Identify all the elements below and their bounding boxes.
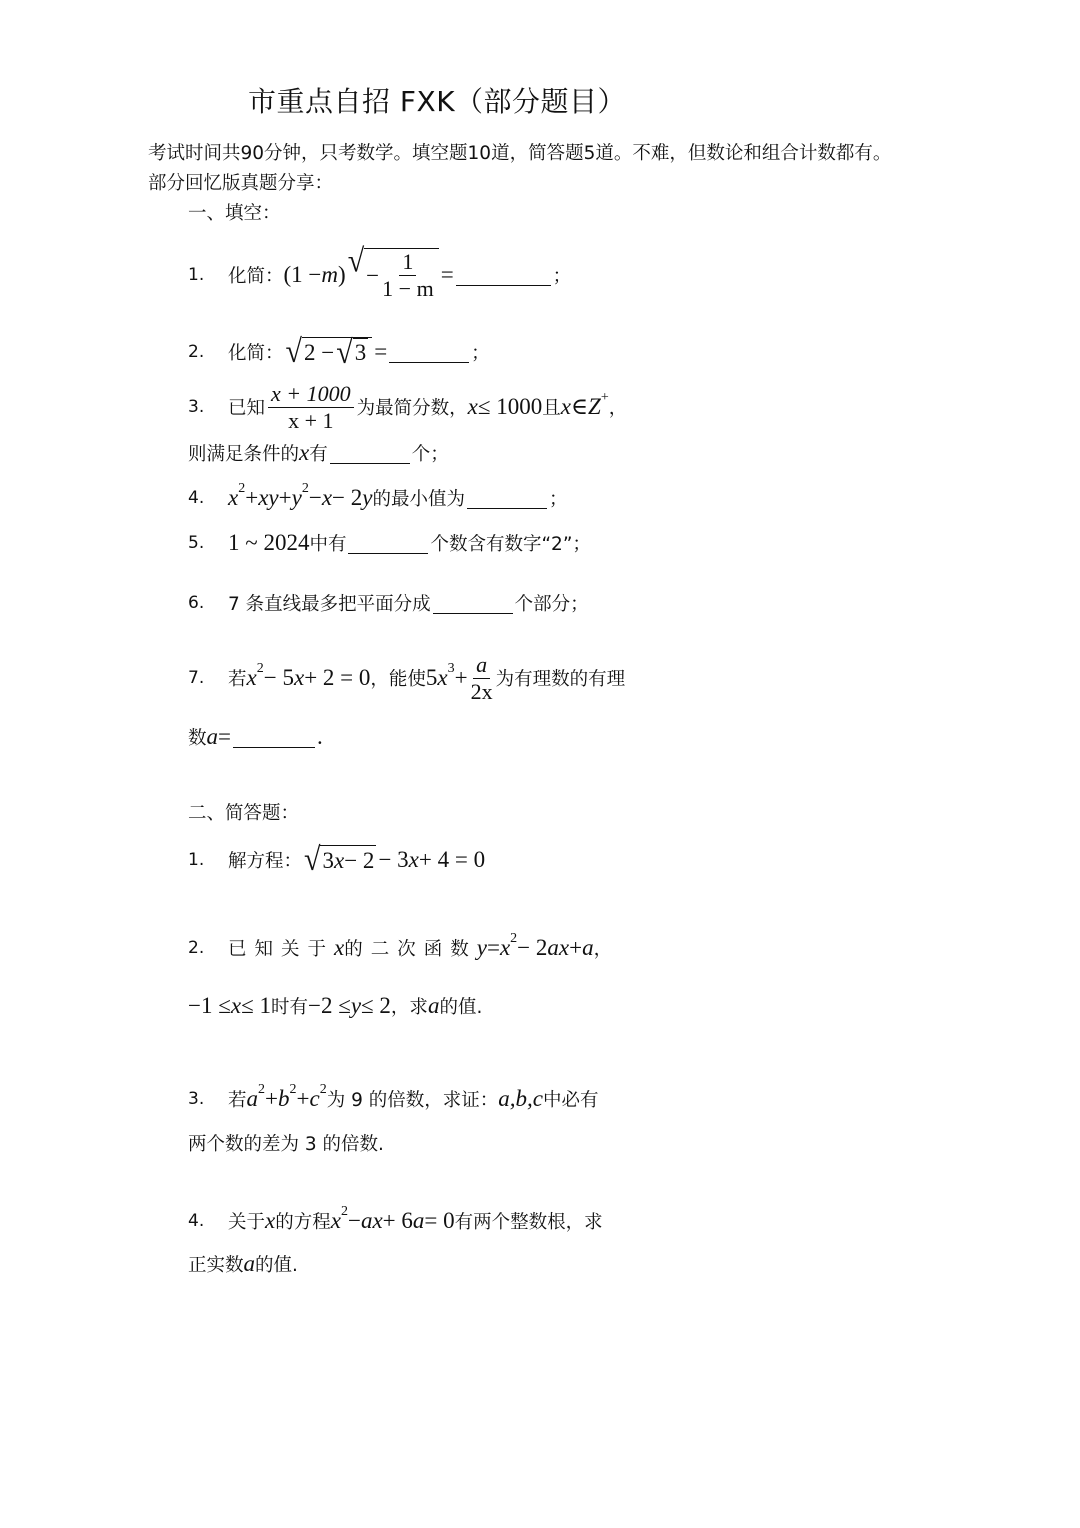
- square-root: [285, 332, 373, 371]
- radical-sign-icon: √: [347, 243, 365, 280]
- math-variable: a: [412, 1208, 425, 1233]
- math: 3: [322, 847, 334, 873]
- text: 中必有: [542, 1090, 599, 1111]
- math-variable: x: [334, 935, 345, 960]
- section-fill-blank-heading: 一、填空：: [188, 203, 281, 224]
- math-variable: y: [291, 485, 302, 510]
- superscript: 2: [510, 931, 518, 946]
- text: ，: [593, 939, 613, 960]
- text: 个数含有数字“2”；: [430, 534, 591, 555]
- math: −1 ≤: [188, 993, 231, 1018]
- math: =: [440, 262, 454, 287]
- question-line: [228, 830, 485, 890]
- question-line: [228, 322, 490, 382]
- text: 两个数的差为 3 的倍数.: [188, 1134, 384, 1155]
- math-variable: y: [476, 935, 487, 960]
- text: 有两个整数根，求: [454, 1212, 603, 1233]
- text: 已知: [228, 398, 266, 419]
- radical-sign-icon: √: [285, 332, 302, 370]
- intro-line-2: 部分回忆版真题分享：: [148, 173, 334, 194]
- math-variable: a: [246, 1086, 259, 1111]
- math-variable: x: [246, 665, 257, 690]
- section-short-answer-heading: 二、简答题：: [188, 803, 300, 824]
- answer-blank[interactable]: [467, 488, 547, 509]
- math: −: [366, 262, 380, 288]
- math: =: [374, 339, 388, 364]
- question-number: 7.: [188, 668, 205, 688]
- math-variable: x: [330, 1208, 341, 1233]
- math: 1 ~ 2024: [228, 530, 310, 555]
- text: ；: [552, 266, 572, 287]
- math: +: [278, 485, 292, 510]
- math-variable: x: [467, 394, 478, 419]
- text: 则满足条件的: [188, 444, 300, 465]
- text: 的最小值为: [372, 489, 465, 510]
- text: 的值.: [439, 997, 483, 1018]
- question-line: [188, 1234, 298, 1294]
- superscript: 2: [256, 661, 264, 676]
- text: 数: [188, 728, 207, 749]
- text: 且: [542, 398, 561, 419]
- question-number: 5.: [188, 533, 205, 553]
- intro-line-1: 考试时间共90分钟，只考数学。填空题10道，简答题5道。不难，但数论和组合计数都有。: [148, 143, 892, 164]
- math: +: [454, 665, 468, 690]
- math: 2 −: [303, 339, 335, 365]
- answer-blank[interactable]: [456, 265, 551, 286]
- text: ；: [549, 489, 568, 510]
- math: 3: [354, 340, 367, 365]
- math-variable: y: [350, 993, 362, 1018]
- text: 正实数: [188, 1255, 244, 1276]
- text: 个部分；: [514, 594, 589, 615]
- question-line: [188, 1113, 384, 1173]
- text: 个；: [411, 444, 449, 465]
- math-variable: a: [243, 1251, 256, 1276]
- question-number: 6.: [188, 593, 205, 613]
- math-variable: x: [293, 665, 305, 690]
- question-line: [228, 513, 591, 573]
- question-line: [188, 976, 482, 1036]
- radicand: [364, 248, 439, 302]
- math: ≤ 2: [361, 993, 391, 1018]
- page-title: 市重点自招 FXK（部分题目）: [248, 85, 627, 118]
- math: ≤ 1000: [477, 394, 543, 419]
- question-number: 3.: [188, 1089, 205, 1109]
- math: ∈: [570, 394, 589, 419]
- square-root: [336, 333, 368, 371]
- math-variable: ax: [360, 1208, 383, 1233]
- math: + 2 = 0: [304, 665, 371, 690]
- math-variable: a,b,c: [498, 1086, 543, 1111]
- superscript: 2: [238, 481, 246, 496]
- text: 的方程: [275, 1212, 331, 1233]
- denominator: 1 − m: [382, 276, 434, 301]
- denominator: x + 1: [288, 407, 334, 433]
- math-variable: x: [408, 847, 419, 872]
- question-number: 4.: [188, 1211, 205, 1231]
- text: 为最简分数，: [356, 398, 468, 419]
- math: = 0: [424, 1208, 455, 1233]
- radical-sign-icon: √: [304, 841, 321, 878]
- text: ，: [608, 398, 628, 419]
- math-variable: y: [362, 485, 373, 510]
- superscript: +: [600, 390, 609, 405]
- superscript: 2: [301, 481, 309, 496]
- radical-sign-icon: √: [336, 333, 353, 371]
- question-line: [228, 245, 571, 305]
- text: 化简：: [228, 343, 284, 364]
- text: 化简：: [228, 266, 284, 287]
- math: +: [265, 1086, 278, 1111]
- answer-blank[interactable]: [330, 443, 410, 464]
- math: +: [245, 485, 259, 510]
- question-number: 3.: [188, 397, 205, 417]
- square-root: [347, 243, 439, 302]
- text: 若: [228, 1090, 247, 1111]
- math-variable: x: [265, 1208, 276, 1233]
- math: − 2: [517, 935, 548, 960]
- math: − 3: [378, 847, 409, 872]
- math: −: [308, 485, 322, 510]
- math-variable: x: [230, 993, 242, 1018]
- math-variable: x: [560, 394, 571, 419]
- text: 的值.: [255, 1255, 298, 1276]
- fraction: [471, 652, 493, 705]
- question-line: [228, 648, 625, 708]
- numerator: x + 1000: [268, 381, 354, 408]
- math: −: [347, 1208, 361, 1233]
- math: + 4 = 0: [418, 847, 486, 872]
- math-variable: a: [427, 993, 440, 1018]
- superscript: 2: [340, 1204, 348, 1219]
- math-variable: ax: [547, 935, 570, 960]
- radicand: [302, 333, 372, 371]
- text: 7 条直线最多把平面分成: [228, 594, 431, 615]
- text: ；: [471, 343, 490, 364]
- math-variable: x: [299, 440, 310, 465]
- text: 已知关于: [228, 939, 335, 960]
- math: − 2: [332, 485, 363, 510]
- answer-blank[interactable]: [233, 727, 315, 748]
- math: ): [338, 262, 346, 287]
- answer-blank[interactable]: [348, 533, 428, 554]
- answer-blank[interactable]: [433, 593, 513, 614]
- math: =: [486, 935, 500, 960]
- math: + 6: [382, 1208, 413, 1233]
- answer-blank[interactable]: [389, 342, 469, 363]
- superscript: 2: [289, 1082, 297, 1097]
- math: =: [218, 724, 231, 749]
- math: − 2: [344, 847, 375, 873]
- question-number: 2.: [188, 342, 205, 362]
- text: 解方程：: [228, 851, 303, 872]
- math: − 5: [263, 665, 294, 690]
- math-variable: x: [333, 847, 345, 873]
- square-root: [304, 841, 376, 878]
- text: 有: [309, 444, 328, 465]
- math: .: [317, 724, 323, 749]
- math-variable: x: [321, 485, 333, 510]
- math-variable: m: [321, 262, 339, 287]
- text: 的二次函数: [344, 939, 477, 960]
- math: ≤ 1: [241, 993, 271, 1018]
- text: 中有: [309, 534, 347, 555]
- math: 5: [425, 665, 438, 690]
- question-number: 4.: [188, 488, 205, 508]
- question-line: [228, 918, 612, 978]
- text: ，能使: [370, 669, 426, 690]
- numerator: a: [473, 652, 490, 679]
- question-number: 1.: [188, 850, 205, 870]
- math: +: [296, 1086, 310, 1111]
- text: 若: [228, 669, 247, 690]
- radicand: [353, 338, 369, 368]
- math-variable: x: [228, 485, 239, 510]
- question-number: 2.: [188, 938, 205, 958]
- math: (1 −: [283, 262, 322, 287]
- superscript: 3: [447, 661, 455, 676]
- superscript: 2: [258, 1082, 266, 1097]
- fraction: [382, 249, 434, 302]
- question-number: 1.: [188, 265, 205, 285]
- math-variable: Z: [588, 394, 601, 419]
- question-line: [228, 573, 589, 633]
- text: 为 9 的倍数，求证：: [326, 1090, 499, 1111]
- text: 时有: [270, 997, 308, 1018]
- math-variable: a: [206, 724, 219, 749]
- math-variable: x: [499, 935, 511, 960]
- math-variable: c: [309, 1086, 320, 1111]
- text: ，求: [390, 997, 428, 1018]
- math-variable: a: [582, 935, 594, 960]
- math-variable: b: [278, 1086, 290, 1111]
- radicand: [320, 845, 376, 875]
- math: +: [569, 935, 583, 960]
- text: 关于: [228, 1212, 266, 1233]
- text: 为有理数的有理: [495, 669, 626, 690]
- math-variable: xy: [258, 485, 279, 510]
- superscript: 2: [319, 1082, 327, 1097]
- question-line: [188, 707, 323, 767]
- numerator: 1: [399, 249, 416, 276]
- math-variable: x: [437, 665, 448, 690]
- denominator: 2x: [470, 678, 493, 704]
- math: −2 ≤: [307, 993, 351, 1018]
